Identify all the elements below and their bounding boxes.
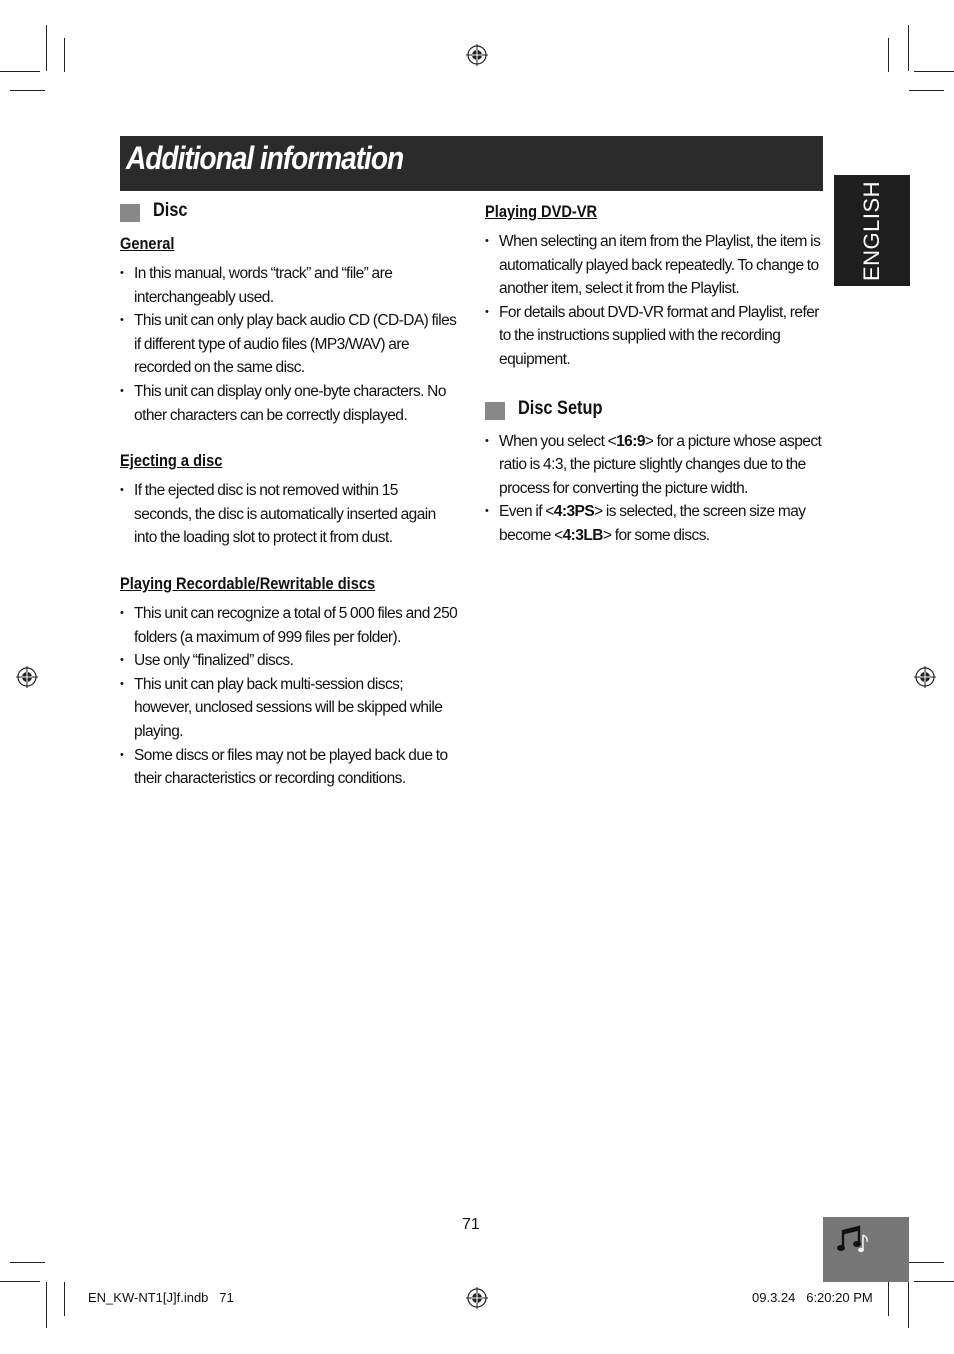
page-title: Additional information	[126, 140, 404, 176]
music-notes-icon	[837, 1223, 871, 1255]
crop-mark	[914, 1281, 954, 1282]
print-timestamp: 09.3.24 6:20:20 PM	[752, 1290, 873, 1305]
list-item: • This unit can display only one-byte characters. No other characters can be correctly displayed.	[120, 380, 458, 427]
crop-mark	[914, 71, 954, 72]
setting-keyword: 4:3PS	[553, 503, 595, 521]
general-list	[120, 262, 458, 427]
crop-mark	[908, 25, 909, 71]
crop-mark	[888, 1282, 889, 1316]
crop-mark	[908, 1282, 909, 1328]
crop-mark	[909, 1262, 944, 1263]
language-tab	[834, 175, 910, 286]
list-item: • Use only “finalized” discs.	[120, 649, 458, 673]
setting-keyword: 16:9	[616, 432, 645, 450]
subheading-recordable: Playing Recordable/Rewritable discs	[120, 573, 376, 593]
crop-mark	[10, 1262, 45, 1263]
list-item: • For details about DVD-VR format and Playlist, refer to the instructions supplied with the recording equipment.	[485, 301, 823, 372]
list-item: • This unit can only play back audio CD (CD-DA) files if different type of audio files (MP3/WAV) are recorded on the same disc.	[120, 309, 458, 380]
page-number: 71	[462, 1216, 480, 1233]
section-heading-disc-setup	[485, 398, 823, 424]
subheading-ejecting: Ejecting a disc	[120, 451, 223, 471]
section-heading-disc	[120, 200, 458, 226]
subheading-general: General	[120, 234, 175, 253]
list-item: • In this manual, words “track” and “file” are interchangeably used.	[120, 262, 458, 309]
language-label: ENGLISH	[859, 180, 884, 281]
crosshair-icon	[466, 44, 488, 66]
crop-mark	[909, 90, 944, 91]
crop-mark	[46, 1282, 47, 1328]
crosshair-icon	[466, 1287, 488, 1309]
setting-keyword: 4:3LB	[562, 526, 603, 544]
ejecting-list	[120, 479, 458, 550]
crop-mark	[46, 25, 47, 71]
list-item: • If the ejected disc is not removed within 15 seconds, the disc is automatically inserted again into the loading slot to protect it from dust.	[120, 479, 458, 550]
file-info: EN_KW-NT1[J]f.indb 71	[88, 1290, 234, 1305]
crosshair-icon	[16, 666, 38, 688]
list-item: • When you select <16:9> for a picture whose aspect ratio is 4:3, the picture slightly changes due to the process for converting the picture width.	[485, 430, 823, 501]
list-item: • This unit can play back multi-session discs; however, unclosed sessions will be skipped while playing.	[120, 673, 458, 744]
section-title: Disc Setup	[518, 397, 603, 419]
crop-mark	[0, 71, 40, 72]
list-item: • When selecting an item from the Playlist, the item is automatically played back repeatedly. To change to another item, select it from the Playlist.	[485, 230, 823, 301]
left-column	[120, 200, 458, 791]
right-column	[485, 200, 823, 548]
recordable-list	[120, 602, 458, 791]
list-item: • Even if <4:3PS> is selected, the screen size may become <4:3LB> for some discs.	[485, 500, 823, 547]
subheading-dvdvr: Playing DVD-VR	[485, 202, 598, 221]
dvdvr-list	[485, 230, 823, 372]
disc-setup-list	[485, 430, 823, 548]
crop-mark	[0, 1281, 40, 1282]
list-item: • Some discs or files may not be played back due to their characteristics or recording conditions.	[120, 744, 458, 791]
crop-mark	[888, 38, 889, 72]
crop-mark	[10, 90, 45, 91]
crop-mark	[64, 1282, 65, 1316]
list-item: • This unit can recognize a total of 5 000 files and 250 folders (a maximum of 999 files per folder).	[120, 602, 458, 649]
music-section-badge	[823, 1217, 909, 1282]
crop-mark	[64, 38, 65, 72]
section-title: Disc	[153, 200, 188, 221]
section-square	[120, 204, 140, 222]
section-square	[485, 402, 505, 420]
crosshair-icon	[914, 666, 936, 688]
title-bar	[120, 136, 823, 191]
